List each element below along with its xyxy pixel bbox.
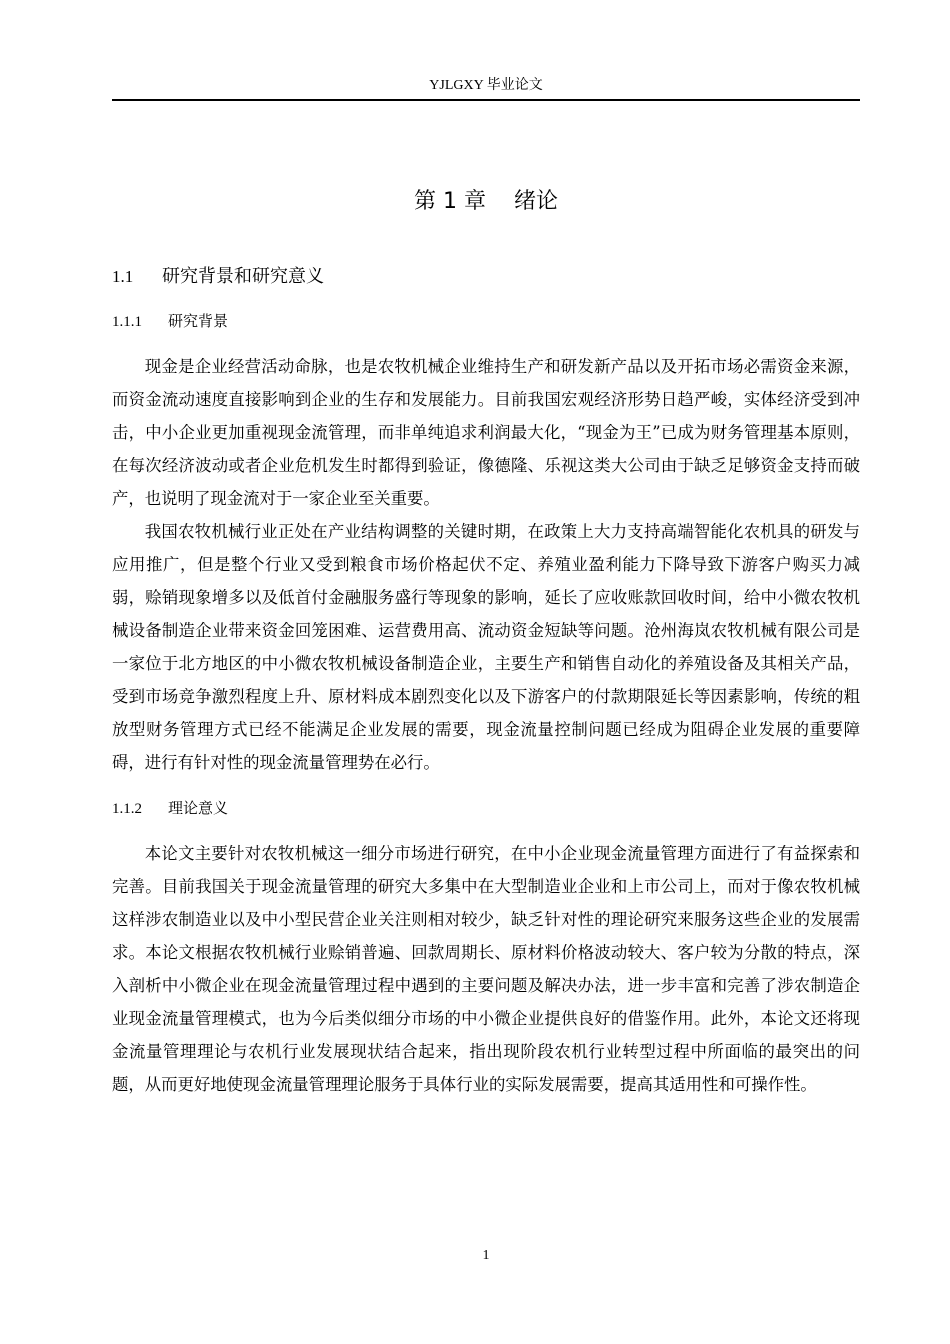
subsection-body <box>112 837 860 1101</box>
header-rule <box>112 99 860 101</box>
subsection-number: 1.1.1 <box>112 314 142 330</box>
chapter-number: 第 1 章 <box>414 189 486 214</box>
subsection-body <box>112 350 860 779</box>
subsection-heading <box>112 310 860 333</box>
running-header: YJLGXY 毕业论文 <box>429 78 543 93</box>
body-paragraph: 我国农牧机械行业正处在产业结构调整的关键时期，在政策上大力支持高端智能化农机具的研发与应用推广，但是整个行业又受到粮食市场价格起伏不定、养殖业盈利能力下降导致下游客户购买力减弱，赊销现象增多以及低首付金融服务盛行等现象的影响，延长了应收账款回收时间，给中小微农牧机械设备制造企业带来资金回笼困难、运营费用高、流动资金短缺等问题。沧州海岚农牧机械有限公司是一家位于北方地区的中小微农牧机械设备制造企业，主要生产和销售自动化的养殖设备及其相关产品，受到市场竞争激烈程度上升、原材料成本剧烈变化以及下游客户的付款期限延长等因素影响，传统的粗放型财务管理方式已经不能满足企业发展的需要，现金流量控制问题已经成为阻碍企业发展的重要障碍，进行有针对性的现金流量管理势在必行。 <box>112 522 860 772</box>
page-body <box>112 180 860 1119</box>
section-title-text: 研究背景和研究意义 <box>162 266 324 287</box>
subsection-number: 1.1.2 <box>112 801 142 817</box>
body-paragraph: 本论文主要针对农牧机械这一细分市场进行研究，在中小企业现金流量管理方面进行了有益探索和完善。目前我国关于现金流量管理的研究大多集中在大型制造业企业和上市公司上，而对于像农牧机械这样涉农制造业以及中小型民营企业关注则相对较少，缺乏针对性的理论研究来服务这些企业的发展需求。本论文根据农牧机械行业赊销普遍、回款周期长、原材料价格波动较大、客户较为分散的特点，深入剖析中小微企业在现金流量管理过程中遇到的主要问题及解决办法，进一步丰富和完善了涉农制造企业现金流量管理模式，也为今后类似细分市场的中小微企业提供良好的借鉴作用。此外，本论文还将现金流量管理理论与农机行业发展现状结合起来，指出现阶段农机行业转型过程中所面临的最突出的问题，从而更好地使现金流量管理理论服务于具体行业的实际发展需要，提高其适用性和可操作性。 <box>112 844 860 1094</box>
section-heading <box>112 264 860 290</box>
chapter-title <box>112 180 860 224</box>
subsection-title-text: 研究背景 <box>168 312 229 330</box>
chapter-title-text: 绪论 <box>513 189 558 214</box>
subsection-title-text: 理论意义 <box>168 799 229 817</box>
subsection-heading <box>112 797 860 820</box>
page-number: 1 <box>482 1248 490 1263</box>
body-paragraph: 现金是企业经营活动命脉，也是农牧机械企业维持生产和研发新产品以及开拓市场必需资金来源，而资金流动速度直接影响到企业的生存和发展能力。目前我国宏观经济形势日趋严峻，实体经济受到冲击，中小企业更加重视现金流管理，而非单纯追求利润最大化，“现金为王”已成为财务管理基本原则，在每次经济波动或者企业危机发生时都得到验证，像德隆、乐视这类大公司由于缺乏足够资金支持而破产，也说明了现金流对于一家企业至关重要。 <box>112 357 860 508</box>
section-number: 1.1 <box>112 267 134 286</box>
